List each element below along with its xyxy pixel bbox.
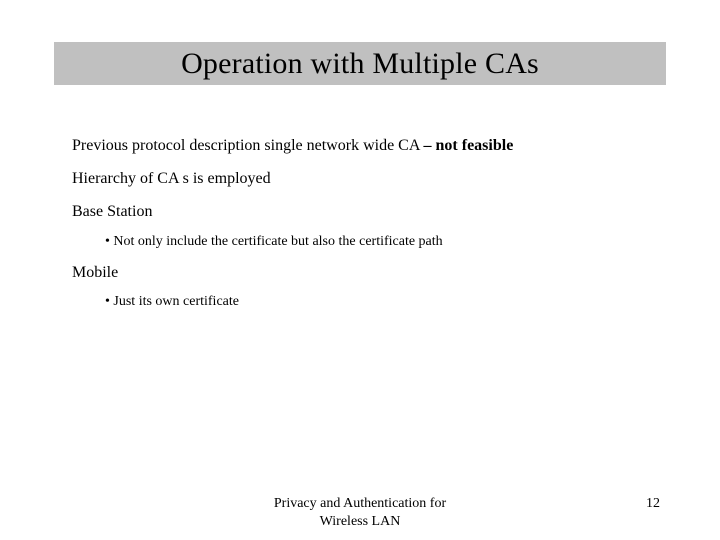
bullet-previous-protocol-emphasis: – not feasible — [423, 137, 514, 154]
sub-bullet-mobile: • Just its own certificate — [105, 294, 239, 309]
slide-title: Operation with Multiple CAs — [181, 46, 539, 80]
bullet-base-station: Base Station — [72, 203, 153, 220]
bullet-previous-protocol-text: Previous protocol description single network wide CA — [72, 137, 424, 154]
page-number: 12 — [646, 496, 660, 511]
footer-line-1: Privacy and Authentication for — [273, 496, 447, 511]
bullet-hierarchy: Hierarchy of CA s is employed — [72, 170, 271, 187]
footer — [260, 495, 460, 531]
footer-line-2: Wireless LAN — [319, 514, 401, 529]
bullet-mobile: Mobile — [72, 264, 119, 281]
bullet-previous-protocol — [72, 137, 513, 155]
title-bar — [54, 42, 666, 85]
sub-bullet-base-station: • Not only include the certificate but also the certificate path — [105, 234, 443, 249]
